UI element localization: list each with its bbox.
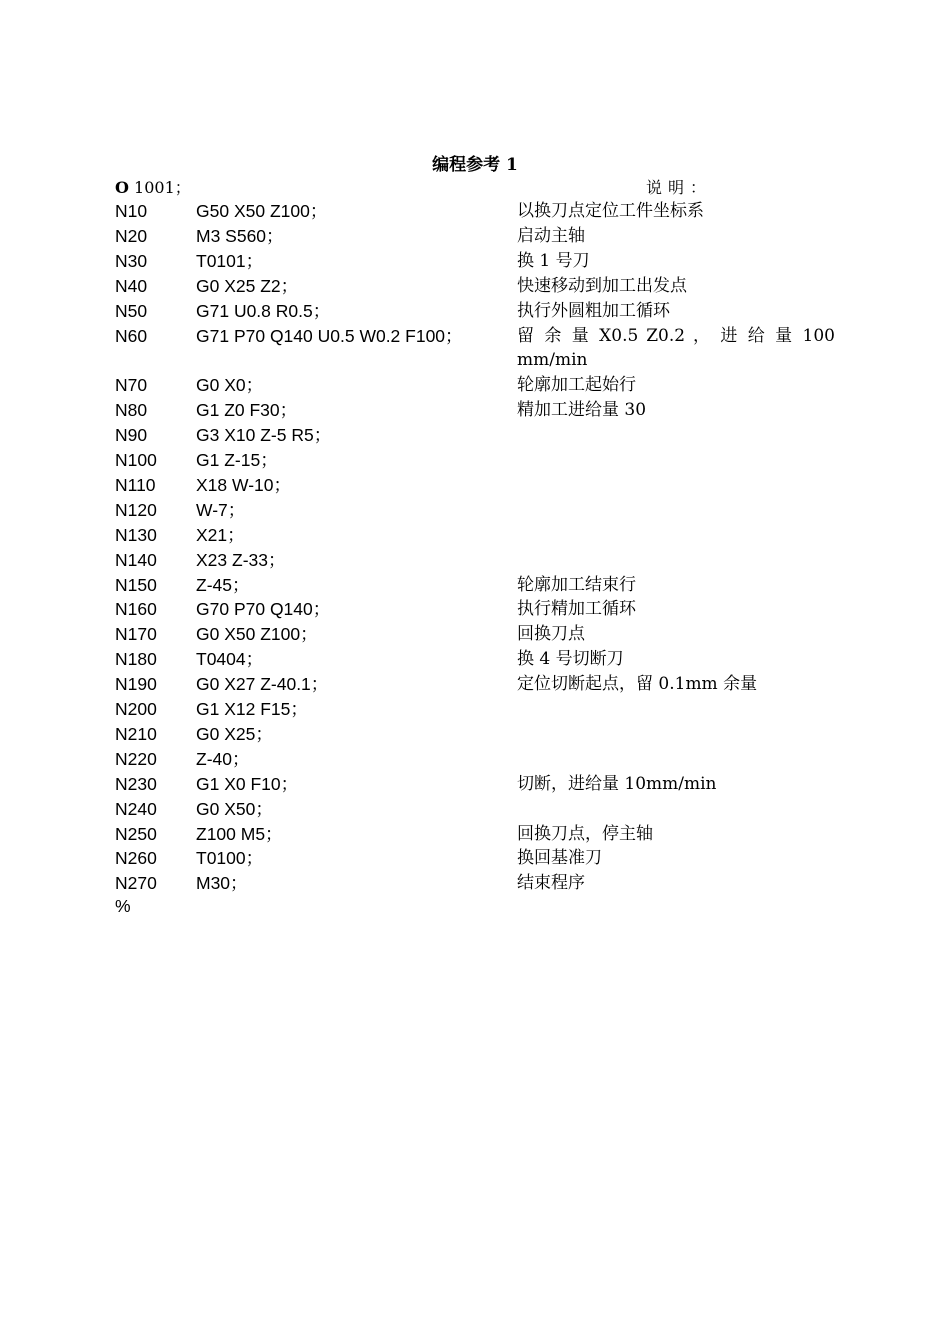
line-code: G70 P70 Q140； [196, 599, 331, 620]
line-comment: 换回基准刀 [517, 848, 602, 869]
description-header: 说明： [646, 178, 713, 197]
line-code: Z-40； [196, 748, 250, 769]
line-number: N140 [115, 549, 157, 570]
program-letter: O [115, 178, 129, 197]
line-number: N40 [115, 275, 148, 296]
program-line [115, 647, 835, 672]
line-comment: 回换刀点，停主轴 [517, 823, 653, 844]
line-number: N190 [115, 674, 157, 695]
line-comment: 启动主轴 [517, 225, 585, 246]
program-line [115, 398, 835, 423]
line-number: N70 [115, 375, 148, 396]
program-line [115, 597, 835, 622]
line-comment: 留 余 量 X0.5 Z0.2 ， 进 给 量 100 mm/min [517, 325, 835, 371]
line-number: N20 [115, 225, 148, 246]
program-line [115, 498, 835, 523]
program-line [115, 722, 835, 747]
line-code: G71 U0.8 R0.5； [196, 300, 331, 321]
line-comment [517, 722, 835, 747]
program-number [115, 175, 191, 198]
line-comment: 换 4 号切断刀 [517, 649, 624, 670]
line-number: N170 [115, 624, 157, 645]
line-code: G1 X0 F10； [196, 773, 299, 794]
line-code: G1 Z0 F30； [196, 400, 298, 421]
line-code: Z100 M5； [196, 823, 283, 844]
line-number: N90 [115, 425, 148, 446]
line-comment [517, 523, 835, 548]
line-code: G0 X50； [196, 798, 273, 819]
line-code: M30； [196, 873, 248, 894]
line-code: T0404； [196, 649, 264, 670]
line-code: G0 X25 Z2； [196, 275, 299, 296]
line-code: M3 S560； [196, 225, 284, 246]
program-header [115, 175, 835, 200]
line-comment [517, 548, 835, 573]
line-comment: 回换刀点 [517, 624, 585, 645]
line-code: Z-45； [196, 574, 250, 595]
line-comment: 换 1 号刀 [517, 250, 590, 271]
line-comment: 定位切断起点，留 0.1mm 余量 [517, 674, 758, 695]
line-code: G3 X10 Z-5 R5； [196, 425, 332, 446]
line-number: N10 [115, 201, 148, 221]
program-line [115, 274, 835, 299]
document-title: 编程参考 1 [432, 155, 518, 175]
program-line [115, 697, 835, 722]
program-line [115, 473, 835, 498]
line-comment [517, 747, 835, 772]
line-comment: 精加工进给量 30 [517, 400, 647, 421]
program-line [115, 846, 835, 871]
line-comment: 执行精加工循环 [517, 599, 636, 620]
line-number: N250 [115, 823, 157, 844]
line-number: N110 [115, 474, 156, 495]
line-comment: 执行外圆粗加工循环 [517, 300, 670, 321]
line-comment [517, 423, 835, 448]
program-line [115, 299, 835, 324]
line-code: G1 X12 F15； [196, 699, 308, 720]
program-line [115, 822, 835, 847]
line-code: W-7； [196, 499, 246, 520]
program-line [115, 448, 835, 473]
line-code: G0 X0； [196, 375, 264, 396]
line-number: N240 [115, 798, 157, 819]
program-line [115, 523, 835, 548]
program-line [115, 548, 835, 573]
line-number: N150 [115, 574, 157, 595]
line-number: N130 [115, 524, 157, 545]
line-comment: 结束程序 [517, 873, 585, 894]
line-number: N210 [115, 723, 157, 744]
line-number: N160 [115, 599, 157, 620]
program-line [115, 797, 835, 822]
line-code: G50 X50 Z100； [196, 201, 328, 221]
program-line [115, 423, 835, 448]
line-comment: 快速移动到加工出发点 [517, 275, 687, 296]
line-number: N50 [115, 300, 148, 321]
line-code: G71 P70 Q140 U0.5 W0.2 F100； [196, 325, 463, 346]
program-line [115, 373, 835, 398]
line-number: N220 [115, 748, 157, 769]
line-code: X21； [196, 524, 245, 545]
line-comment: 轮廓加工起始行 [517, 375, 636, 396]
program-line [115, 772, 835, 797]
line-number: N60 [115, 325, 148, 346]
program-number-value: 1001； [134, 178, 191, 197]
line-number: N120 [115, 499, 157, 520]
line-comment: 切断，进给量 10mm/min [517, 773, 717, 794]
line-comment [517, 448, 835, 473]
program-line [115, 622, 835, 647]
line-comment [517, 797, 835, 822]
line-number: N30 [115, 250, 148, 271]
line-comment: 以换刀点定位工件坐标系 [517, 201, 704, 221]
program-end-marker: % [115, 896, 131, 916]
line-code: G0 X25； [196, 723, 273, 744]
line-comment: 轮廓加工结束行 [517, 574, 636, 595]
program-line [115, 249, 835, 274]
line-code: G0 X50 Z100； [196, 624, 318, 645]
line-number: N100 [115, 450, 157, 471]
program-line [115, 199, 835, 224]
program-line [115, 224, 835, 249]
program-line [115, 324, 835, 374]
line-number: N230 [115, 773, 157, 794]
line-code: G0 X27 Z-40.1； [196, 674, 329, 695]
line-number: N260 [115, 848, 157, 869]
program-line [115, 747, 835, 772]
line-comment [517, 473, 835, 498]
line-code: X23 Z-33； [196, 549, 286, 570]
program-line [115, 672, 835, 697]
line-code: X18 W-10； [196, 474, 291, 495]
line-comment [517, 697, 835, 722]
line-code: G1 Z-15； [196, 450, 278, 471]
line-code: T0100； [196, 848, 264, 869]
program-lines [115, 199, 835, 896]
line-number: N200 [115, 699, 157, 720]
line-number: N180 [115, 649, 157, 670]
line-code: T0101； [196, 250, 264, 271]
program-line [115, 573, 835, 598]
line-number: N270 [115, 873, 157, 894]
line-comment [517, 498, 835, 523]
program-line [115, 871, 835, 896]
line-number: N80 [115, 400, 148, 421]
